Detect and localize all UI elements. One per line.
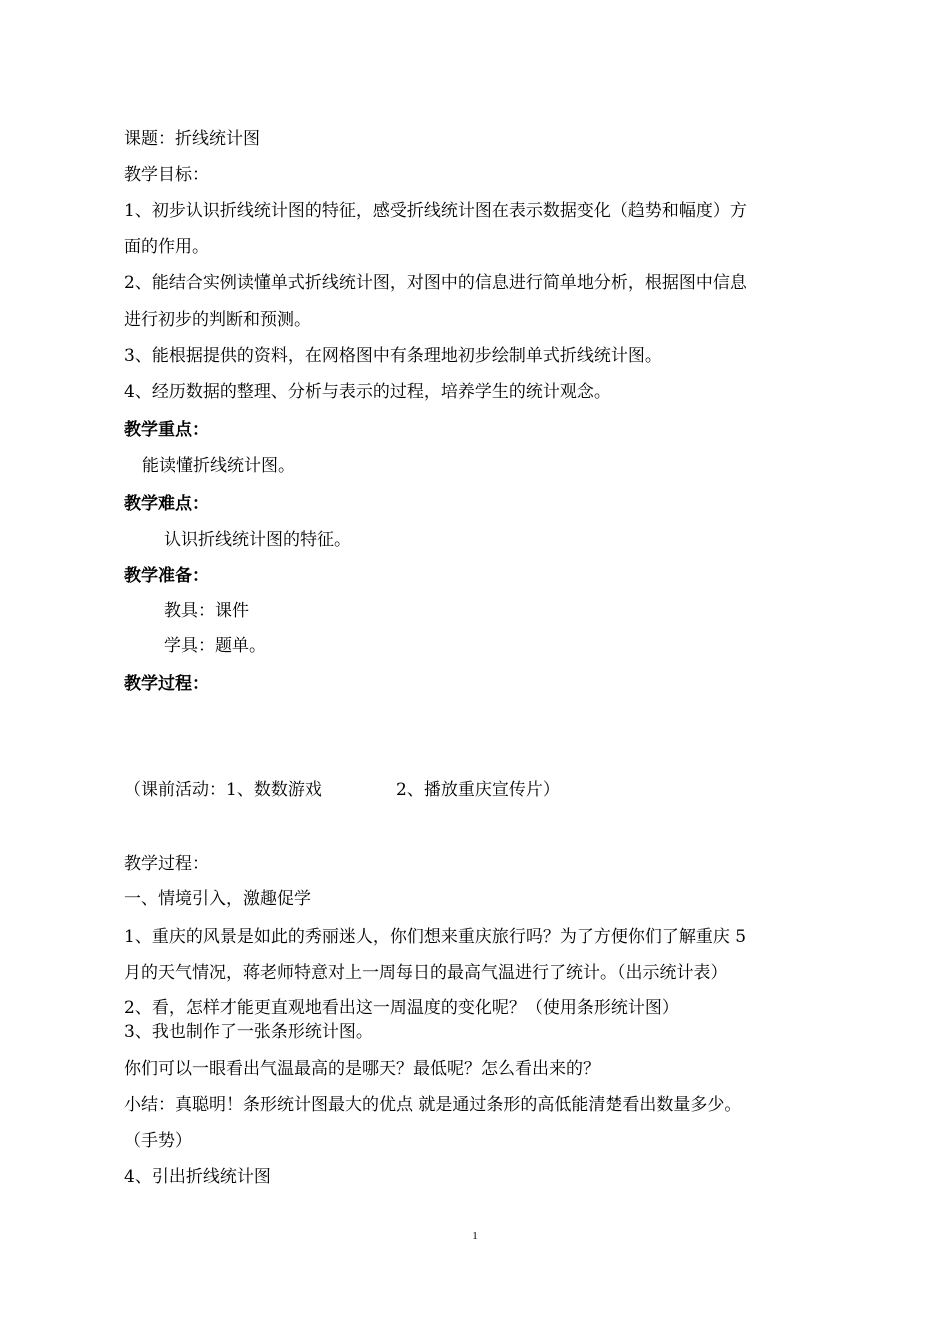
objectives-heading: 教学目标：: [124, 165, 209, 185]
process-line: 小结：真聪明！条形统计图最大的优点 就是通过条形的高低能清楚看出数量多少。: [124, 1095, 742, 1115]
pre-class-activity-2: 2、播放重庆宣传片）: [396, 780, 560, 800]
preparation-heading: 教学准备：: [124, 566, 209, 586]
process-line: 你们可以一眼看出气温最高的是哪天？最低呢？怎么看出来的？: [124, 1059, 600, 1079]
objective-line: 2、能结合实例读懂单式折线统计图，对图中的信息进行简单地分析，根据图中信息: [124, 273, 747, 293]
objective-line: 1、初步认识折线统计图的特征，感受折线统计图在表示数据变化（趋势和幅度）方: [124, 201, 747, 221]
section-heading: 一、情境引入，激趣促学: [124, 889, 311, 909]
objective-line: 面的作用。: [124, 237, 209, 257]
process-line: 4、引出折线统计图: [124, 1167, 271, 1187]
process-line: 月的天气情况，蒋老师特意对上一周每日的最高气温进行了统计。（出示统计表）: [124, 963, 728, 983]
process-line: 2、看，怎样才能更直观地看出这一周温度的变化呢？（使用条形统计图）: [124, 998, 679, 1018]
key-point-text: 能读懂折线统计图。: [142, 456, 295, 476]
difficulty-heading: 教学难点：: [124, 494, 209, 514]
page-number: 1: [472, 1230, 478, 1242]
objective-line: 进行初步的判断和预测。: [124, 310, 311, 330]
pre-class-activity-1: （课前活动：1、数数游戏: [124, 780, 322, 800]
process-heading: 教学过程：: [124, 854, 209, 874]
difficulty-text: 认识折线统计图的特征。: [164, 530, 351, 550]
process-line: 1、重庆的风景是如此的秀丽迷人，你们想来重庆旅行吗？为了方便你们了解重庆 5: [124, 927, 747, 947]
preparation-teacher: 教具：课件: [164, 601, 249, 621]
preparation-student: 学具：题单。: [164, 636, 266, 656]
process-heading-bold: 教学过程：: [124, 674, 209, 694]
key-point-heading: 教学重点：: [124, 420, 209, 440]
lesson-title: 课题：折线统计图: [124, 129, 260, 149]
objective-line: 4、经历数据的整理、分析与表示的过程，培养学生的统计观念。: [124, 382, 611, 402]
objective-line: 3、能根据提供的资料，在网格图中有条理地初步绘制单式折线统计图。: [124, 346, 662, 366]
process-line: （手势）: [124, 1131, 192, 1151]
process-line: 3、我也制作了一张条形统计图。: [124, 1022, 373, 1042]
